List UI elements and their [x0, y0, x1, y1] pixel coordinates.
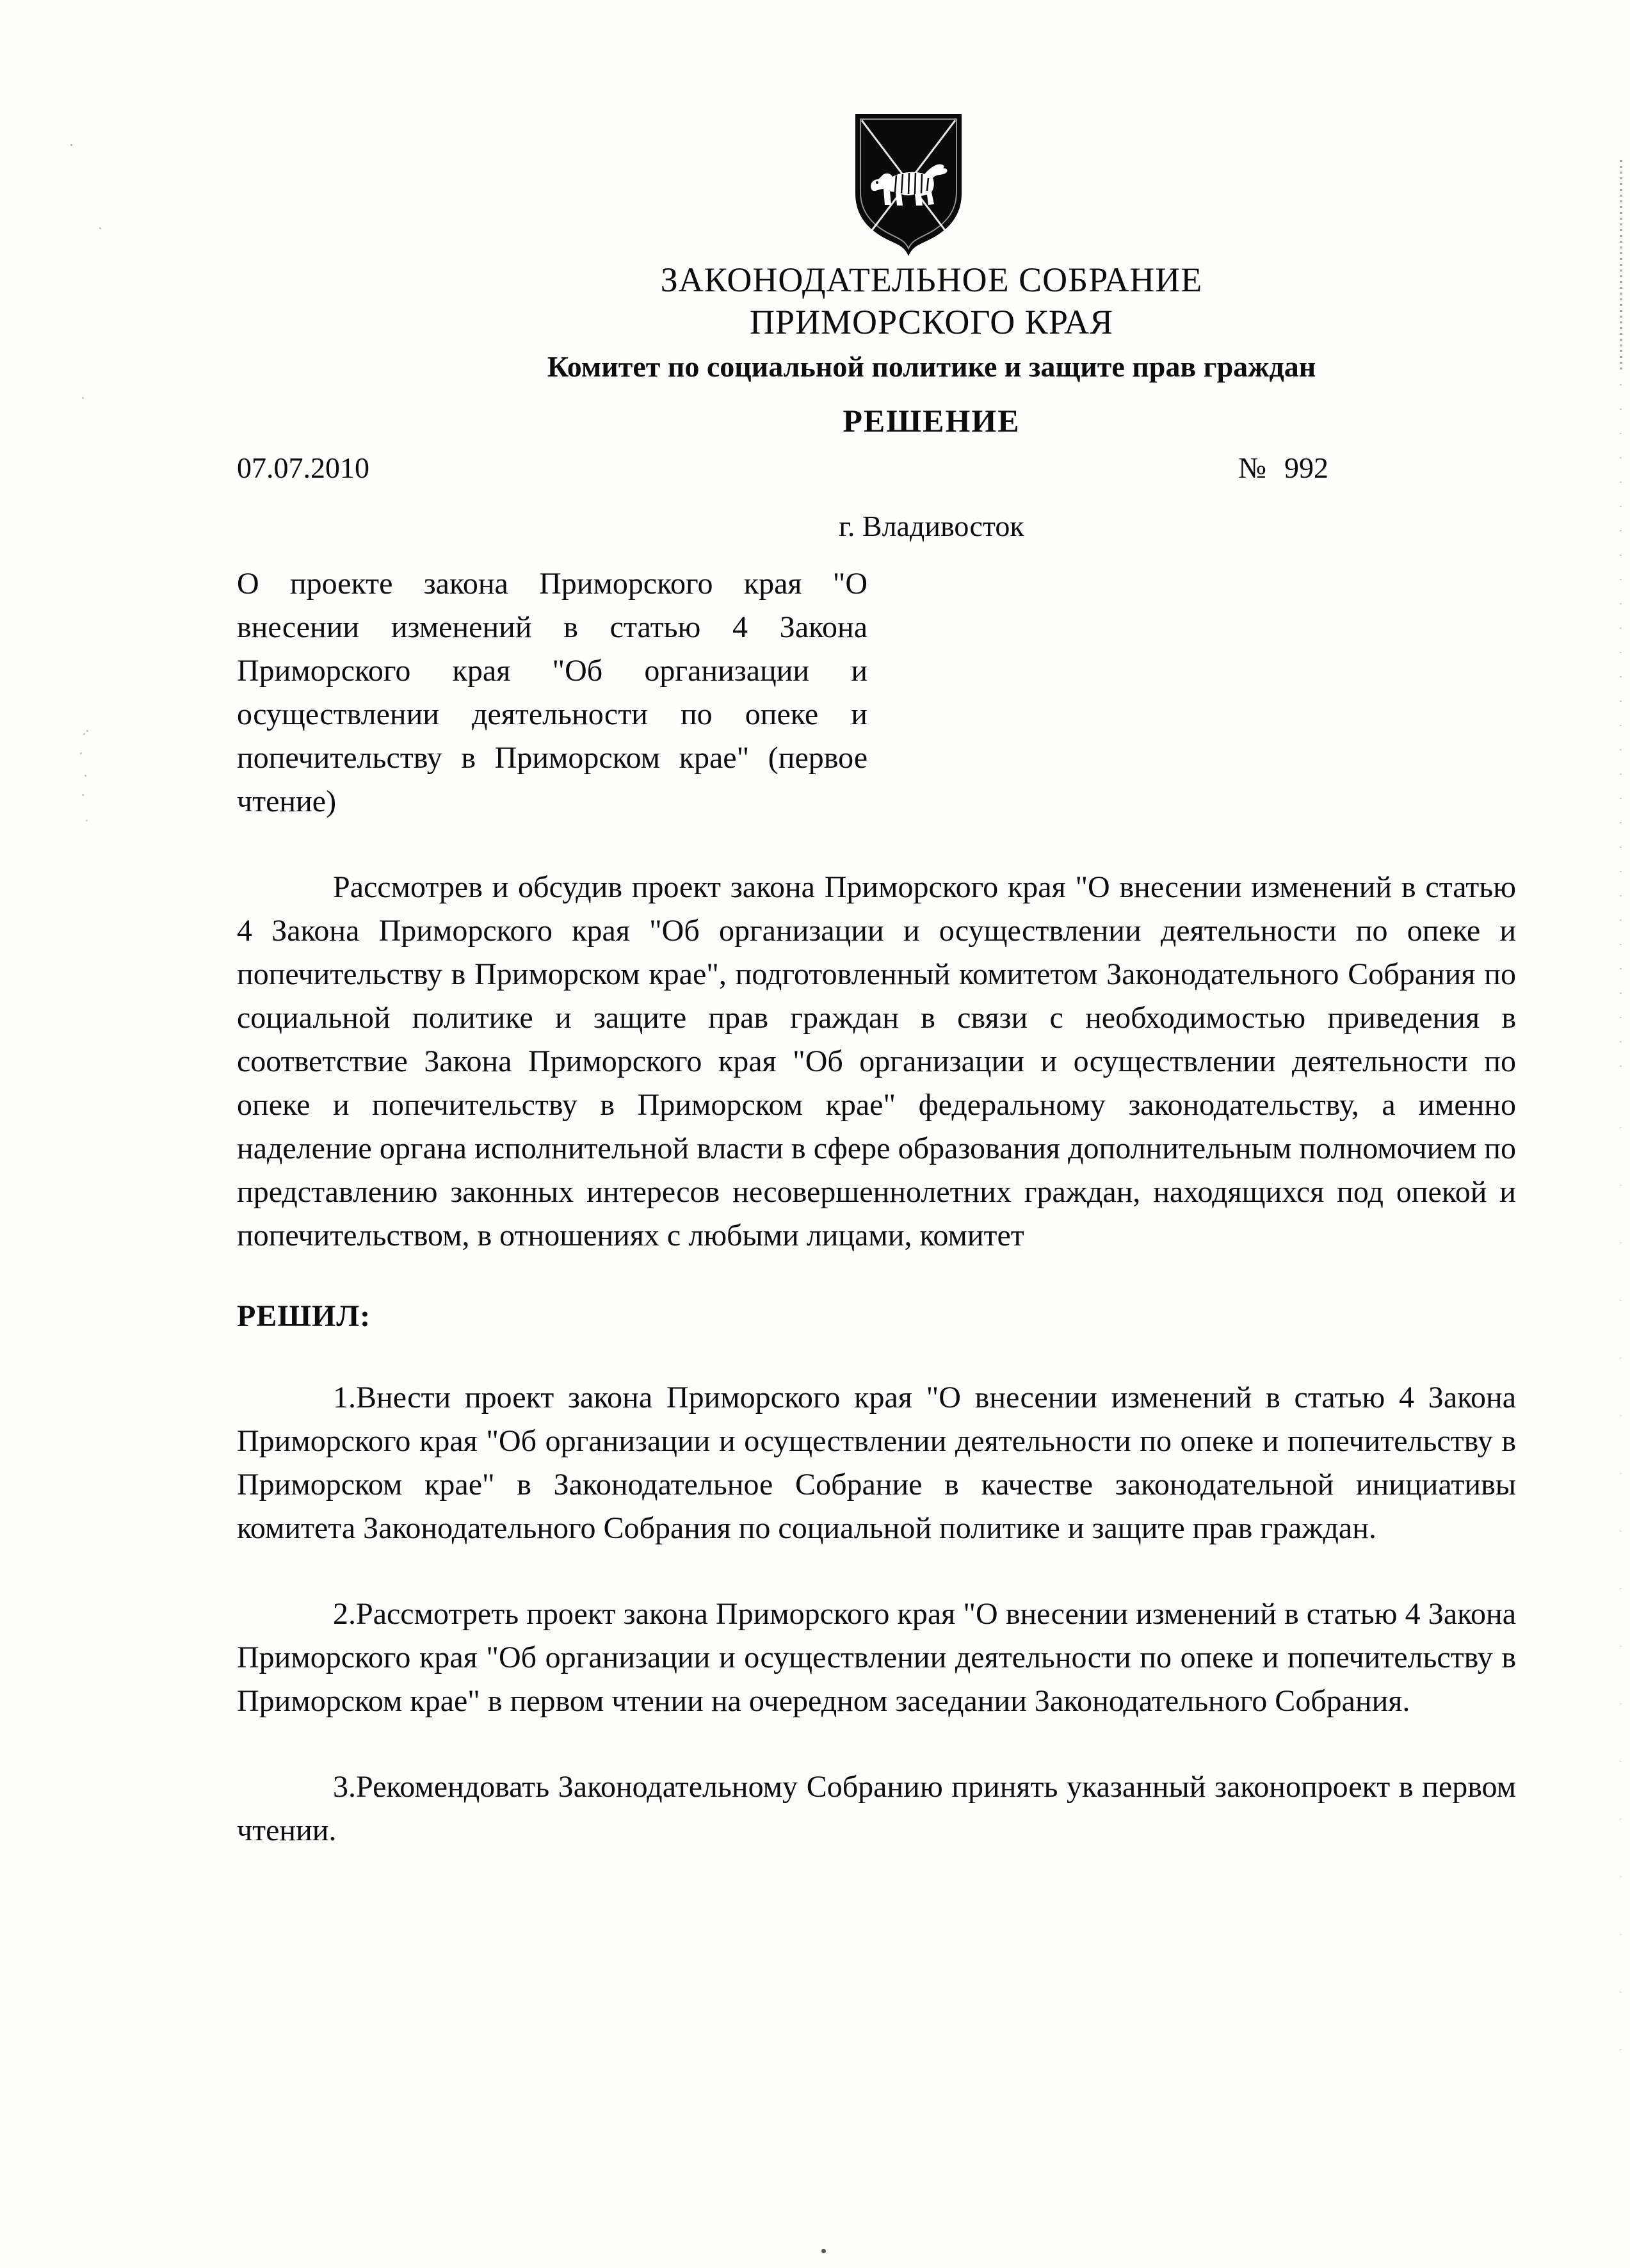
resolution-item-1: 1.Внести проект закона Приморского края "О внесении изменений в статью 4 Закона Приморского края "Об организации и осуществлении деятельности по опеке и попечительству в Приморском крае" в Законодательное Собрание в качестве законодательной инициативы комитета Законодательного Собрания по социальной политике и защите прав граждан. — [237, 1381, 1516, 1545]
scan-noise-left — [70, 144, 72, 146]
scan-noise-right — [1620, 160, 1622, 371]
scan-noise-right — [1620, 384, 1622, 1089]
city-line: г. Владивосток — [839, 510, 1024, 542]
number-value: 992 — [1284, 451, 1328, 484]
resolved-heading: РЕШИЛ: — [237, 1299, 371, 1333]
resolution-item-2: 2.Рассмотреть проект закона Приморского края "О внесении изменений в статью 4 Закона Приморского края "Об организации и осуществлении деятельности по опеке и попечительству в Приморском крае" в первом чтении на очередном заседании Законодательного Собрания. — [237, 1597, 1516, 1718]
date-number-row — [237, 451, 1516, 485]
org-name-line1: ЗАКОНОДАТЕЛЬНОЕ СОБРАНИЕ — [660, 261, 1203, 299]
scan-noise-right — [1620, 1127, 1622, 2087]
document-type-title: РЕШЕНИЕ — [843, 403, 1021, 439]
document-number — [1238, 451, 1328, 485]
committee-name: Комитет по социальной политике и защите прав граждан — [547, 350, 1316, 383]
preamble-paragraph: Рассмотрев и обсудив проект закона Приморского края "О внесении изменений в статью 4 Закона Приморского края "Об организации и осуществлении деятельности по опеке и попечительству в Приморском крае", подготовленный комитетом Законодательного Собрания по социальной политике и защите прав граждан в связи с необходимостью приведения в соответствие Закона Приморского края "Об организации и осуществлении деятельности по опеке и попечительству в Приморском крае" федеральному законодательству, а именно наделение органа исполнительной власти в сфере образования дополнительным полномочием по представлению законных интересов несовершеннолетних граждан, находящихся под опекой и попечительством, в отношениях с любыми лицами, комитет — [237, 870, 1516, 1252]
resolution-item-3: 3.Рекомендовать Законодательному Собранию принять указанный законопроект в первом чтении. — [237, 1770, 1516, 1847]
org-name-line2: ПРИМОРСКОГО КРАЯ — [750, 303, 1113, 341]
document-date: 07.07.2010 — [237, 451, 369, 484]
subject-block: О проекте закона Приморского края "О внесении изменений в статью 4 Закона Приморского края "Об организации и осуществлении деятельности по опеке и попечительству в Приморском крае" (первое чтение) — [237, 567, 867, 818]
document-content — [237, 0, 1516, 2268]
number-sign: № — [1238, 451, 1266, 484]
org-header — [292, 259, 1571, 439]
